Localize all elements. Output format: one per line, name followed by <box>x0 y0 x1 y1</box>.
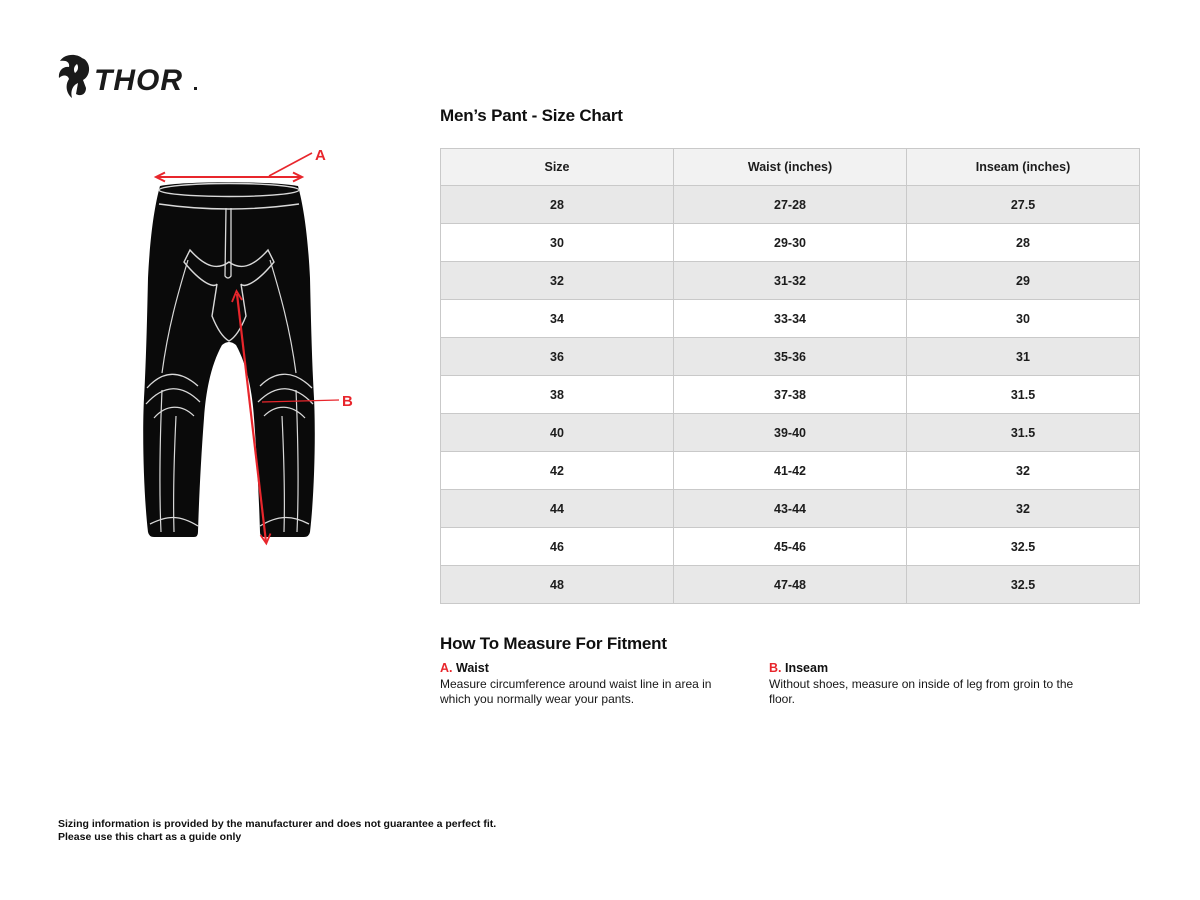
thor-logo <box>56 54 206 106</box>
disclaimer-line-2: Please use this chart as a guide only <box>58 830 242 843</box>
pants-silhouette-icon <box>143 182 315 537</box>
table-cell: 29 <box>907 262 1140 300</box>
table-row <box>441 338 1140 376</box>
table-row <box>441 414 1140 452</box>
table-cell: 31-32 <box>674 262 907 300</box>
table-cell: 32.5 <box>907 528 1140 566</box>
pants-measurement-diagram <box>118 138 388 568</box>
table-cell: 38 <box>441 376 674 414</box>
size-chart-table <box>440 148 1140 604</box>
measure-waist-name: Waist <box>455 661 489 675</box>
table-cell: 42 <box>441 452 674 490</box>
table-cell: 46 <box>441 528 674 566</box>
measure-waist-description: Measure circumference around waist line in area in which you normally wear your pants. <box>440 677 712 706</box>
diagram-label-b: B <box>342 393 353 410</box>
measure-inseam-label <box>769 661 1074 675</box>
table-row <box>441 566 1140 604</box>
waist-measurement-arrow <box>156 153 312 182</box>
column-header-size: Size <box>441 149 674 186</box>
table-cell: 43-44 <box>674 490 907 528</box>
table-cell: 27-28 <box>674 186 907 224</box>
table-cell: 32 <box>907 452 1140 490</box>
table-cell: 31.5 <box>907 376 1140 414</box>
table-cell: 30 <box>441 224 674 262</box>
thor-wordmark: THOR <box>94 64 183 97</box>
column-header-inseam: Inseam (inches) <box>907 149 1140 186</box>
table-cell: 33-34 <box>674 300 907 338</box>
table-cell: 30 <box>907 300 1140 338</box>
table-cell: 47-48 <box>674 566 907 604</box>
column-header-waist: Waist (inches) <box>674 149 907 186</box>
table-cell: 28 <box>441 186 674 224</box>
table-cell: 31 <box>907 338 1140 376</box>
table-cell: 31.5 <box>907 414 1140 452</box>
table-cell: 41-42 <box>674 452 907 490</box>
table-row <box>441 262 1140 300</box>
size-table-body <box>441 186 1140 604</box>
logo-period <box>194 87 197 90</box>
table-row <box>441 452 1140 490</box>
table-cell: 44 <box>441 490 674 528</box>
size-chart-title: Men’s Pant - Size Chart <box>440 106 623 125</box>
measure-inseam-letter: B. <box>769 661 782 675</box>
measure-waist-label <box>440 661 745 675</box>
table-cell: 34 <box>441 300 674 338</box>
table-row <box>441 376 1140 414</box>
goat-head-icon <box>59 55 89 98</box>
table-header-row <box>441 149 1140 186</box>
table-row <box>441 186 1140 224</box>
table-cell: 39-40 <box>674 414 907 452</box>
table-row <box>441 528 1140 566</box>
table-cell: 29-30 <box>674 224 907 262</box>
table-cell: 32.5 <box>907 566 1140 604</box>
table-cell: 48 <box>441 566 674 604</box>
table-row <box>441 224 1140 262</box>
disclaimer-line-1: Sizing information is provided by the manufacturer and does not guarantee a perfect fit. <box>58 818 497 830</box>
thor-logo-graphic <box>56 54 206 106</box>
table-cell: 36 <box>441 338 674 376</box>
pants-illustration <box>118 138 388 568</box>
table-cell: 45-46 <box>674 528 907 566</box>
measure-inseam-name: Inseam <box>784 661 829 675</box>
measure-waist-letter: A. <box>440 661 453 675</box>
table-cell: 28 <box>907 224 1140 262</box>
table-cell: 32 <box>907 490 1140 528</box>
measure-inseam-description: Without shoes, measure on inside of leg from groin to the floor. <box>769 677 1074 706</box>
table-row <box>441 300 1140 338</box>
measure-instruction-waist <box>440 661 745 706</box>
sizing-disclaimer <box>58 818 496 843</box>
diagram-label-a: A <box>315 147 326 164</box>
table-cell: 27.5 <box>907 186 1140 224</box>
how-to-measure-title: How To Measure For Fitment <box>440 634 667 653</box>
table-cell: 32 <box>441 262 674 300</box>
table-cell: 35-36 <box>674 338 907 376</box>
measure-instruction-inseam <box>769 661 1074 706</box>
size-table-header <box>441 149 1140 186</box>
table-cell: 37-38 <box>674 376 907 414</box>
table-row <box>441 490 1140 528</box>
table-cell: 40 <box>441 414 674 452</box>
